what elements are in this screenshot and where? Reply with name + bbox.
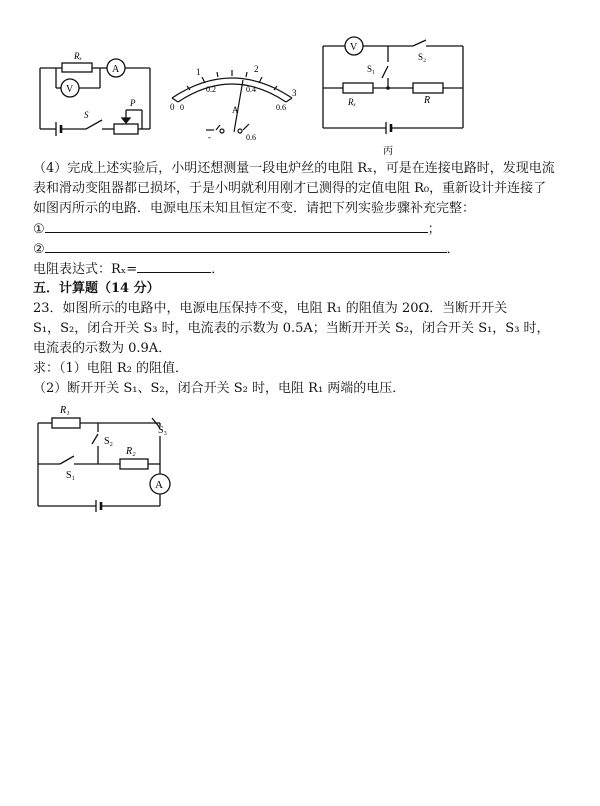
circuit-figure-1	[30, 42, 155, 142]
step-2-end: ．	[446, 242, 460, 257]
step-2-row	[33, 240, 460, 259]
q4-line-1: （4）完成上述实验后，小明还想测量一段电炉丝的电阻 Rₓ，可是在连接电路时，发现电流	[33, 161, 555, 176]
dial-tick-0: 0	[170, 102, 175, 112]
dial-scale-06: 0.6	[276, 103, 286, 112]
switch-s2-label: S₂	[418, 52, 427, 62]
ammeter-label: A	[112, 64, 120, 75]
dial-tick-1: 1	[196, 67, 201, 77]
slider-label: P	[130, 98, 136, 108]
q4-line-3: 如图丙所示的电路．电源电压未知且恒定不变．请把下列实验步骤补充完整：	[33, 201, 476, 216]
s1-label-q23: S₁	[66, 470, 76, 481]
dial-scale-04: 0.4	[246, 85, 256, 94]
expression-answer-blank[interactable]	[137, 260, 211, 273]
figure-caption-bing: 丙	[383, 146, 393, 157]
s3-label: S₃	[158, 425, 168, 436]
terminal-06-label: 0.6	[246, 133, 256, 142]
r1-label: R₁	[60, 405, 70, 416]
q23-line-1: 23．如图所示的电路中，电源电压保持不变，电阻 R₁ 的阻值为 20Ω．当断开开关	[33, 301, 508, 316]
circuit-figure-3	[318, 36, 468, 160]
circuit-figure-q23	[30, 398, 180, 516]
rx-label-fig3: Rₓ	[348, 97, 357, 107]
q4-line-2: 表和滑动变阻器都已损坏，于是小明就利用刚才已测得的定值电阻 R₀，重新设计并连接了	[33, 181, 547, 196]
step-1-end: ；	[427, 222, 441, 237]
dial-scale-02: 0.2	[206, 85, 216, 94]
ammeter-dial-figure	[150, 50, 310, 150]
ammeter-label-q23: A	[155, 479, 163, 491]
q23-ask-2: （2）断开开关 S₁、S₂，闭合开关 S₂ 时，电阻 R₁ 两端的电压．	[33, 381, 406, 396]
q23-line-3: 电流表的示数为 0.9A．	[33, 341, 172, 356]
dial-tick-2: 2	[254, 64, 259, 74]
expression-end: ．	[211, 262, 225, 277]
s2-label-q23: S₂	[104, 436, 114, 447]
step-1-number: ①	[33, 222, 45, 237]
dial-tick-3: 3	[292, 88, 297, 98]
step-2-number: ②	[33, 242, 45, 257]
switch-label: S	[84, 110, 89, 120]
voltmeter-label-fig3: V	[350, 42, 358, 53]
q23-line-2: S₁，S₂，闭合开关 S₃ 时，电流表的示数为 0.5A；当断开开关 S₂，闭合开关 S₁，S₃ 时，	[33, 321, 550, 336]
dial-scale-0: 0	[180, 103, 184, 112]
dial-unit: A	[232, 105, 239, 115]
r2-label: R₂	[126, 446, 136, 457]
rx-label: Rₓ	[74, 51, 83, 61]
section-5-title: 五．计算题（14 分）	[33, 281, 160, 296]
step-1-row	[33, 220, 441, 239]
r-label-fig3: R	[424, 95, 431, 106]
expression-label: 电阻表达式：Rₓ=	[33, 262, 138, 277]
voltmeter-label: V	[66, 84, 74, 95]
switch-s1-label: S₁	[367, 64, 376, 74]
q23-ask-1: 求：（1）电阻 R₂ 的阻值．	[33, 361, 189, 376]
expression-row	[33, 260, 224, 279]
terminal-minus-label: -	[208, 132, 211, 142]
step-1-answer-blank[interactable]	[45, 220, 428, 233]
step-2-answer-blank[interactable]	[45, 240, 447, 253]
